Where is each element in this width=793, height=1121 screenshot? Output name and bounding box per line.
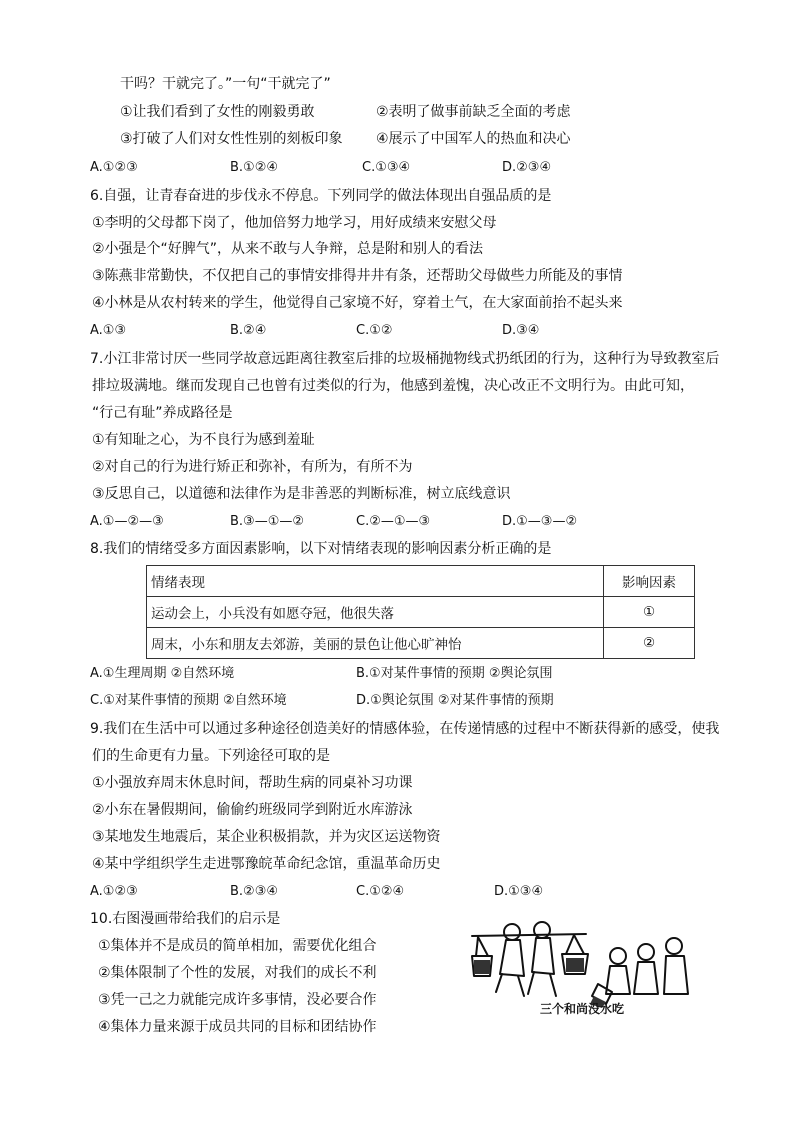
- q5-statement-2: ②表明了做事前缺乏全面的考虑: [376, 104, 571, 120]
- q7-statement-2: ②对自己的行为进行矫正和弥补，有所为，有所不为: [92, 459, 413, 475]
- q10-statement-4: ④集体力量来源于成员共同的目标和团结协作: [98, 1019, 377, 1035]
- q10-stem: 10.右图漫画带给我们的启示是: [90, 911, 281, 927]
- table-header-emotion: 情绪表现: [147, 566, 604, 597]
- emotion-factor-table: [146, 565, 695, 659]
- q6-statement-4: ④小林是从农村转来的学生，他觉得自己家境不好，穿着土气，在大家面前抬不起头来: [92, 295, 623, 311]
- q5-option-b: B.①②④: [230, 160, 279, 175]
- q10-statement-1: ①集体并不是成员的简单相加，需要优化组合: [98, 938, 377, 954]
- q9-stem-line-1: 9.我们在生活中可以通过多种途径创造美好的情感体验，在传递情感的过程中不断获得新的感受，使我: [90, 721, 720, 737]
- q5-statement-1: ①让我们看到了女性的刚毅勇敢: [120, 104, 315, 120]
- q7-option-c: C.②—①—③: [356, 514, 431, 529]
- q7-stem-line-1: 7.小江非常讨厌一些同学故意远距离往教室后排的垃圾桶抛物线式扔纸团的行为，这种行为导致教室后: [90, 351, 720, 367]
- q6-statement-2: ②小强是个“好脾气”，从来不敢与人争辩，总是附和别人的看法: [92, 241, 484, 257]
- q9-option-c: C.①②④: [356, 884, 405, 899]
- q5-option-c: C.①③④: [362, 160, 411, 175]
- q5-option-a: A.①②③: [90, 160, 138, 175]
- q5-option-d: D.②③④: [502, 160, 552, 175]
- q6-option-b: B.②④: [230, 323, 267, 338]
- table-cell-emotion: 周末，小东和朋友去郊游，美丽的景色让他心旷神怡: [147, 628, 604, 659]
- q7-option-b: B.③—①—②: [230, 514, 305, 529]
- q8-option-b: B.①对某件事情的预期 ②舆论氛围: [356, 666, 553, 681]
- q9-stem-line-2: 们的生命更有力量。下列途径可取的是: [92, 748, 330, 764]
- q9-statement-3: ③某地发生地震后，某企业积极捐款，并为灾区运送物资: [92, 829, 441, 845]
- table-cell-factor: ②: [604, 628, 695, 659]
- table-row: [147, 597, 695, 628]
- q10-statement-2: ②集体限制了个性的发展，对我们的成长不利: [98, 965, 377, 981]
- q6-statement-1: ①李明的父母都下岗了，他加倍努力地学习，用好成绩来安慰父母: [92, 215, 497, 231]
- q6-option-c: C.①②: [356, 323, 393, 338]
- q6-stem: 6.自强，让青春奋进的步伐永不停息。下列同学的做法体现出自强品质的是: [90, 188, 552, 204]
- q7-stem-line-3: “行己有耻”养成路径是: [92, 405, 233, 421]
- q7-option-d: D.①—③—②: [502, 514, 578, 529]
- q7-statement-3: ③反思自己，以道德和法律作为是非善恶的判断标准，树立底线意识: [92, 486, 511, 502]
- q6-statement-3: ③陈燕非常勤快，不仅把自己的事情安排得井井有条，还帮助父母做些力所能及的事情: [92, 268, 623, 284]
- cartoon-caption: 三个和尚没水吃: [540, 1002, 625, 1016]
- table-header-row: [147, 566, 695, 597]
- q10-statement-3: ③凭一己之力就能完成许多事情，没必要合作: [98, 992, 377, 1008]
- q7-option-a: A.①—②—③: [90, 514, 164, 529]
- table-cell-emotion: 运动会上，小兵没有如愿夺冠，他很失落: [147, 597, 604, 628]
- q9-option-a: A.①②③: [90, 884, 138, 899]
- q7-statement-1: ①有知耻之心，为不良行为感到羞耻: [92, 432, 315, 448]
- q8-option-a: A.①生理周期 ②自然环境: [90, 666, 235, 681]
- q6-option-d: D.③④: [502, 323, 540, 338]
- table-row: [147, 628, 695, 659]
- q8-option-d: D.①舆论氛围 ②对某件事情的预期: [356, 693, 554, 708]
- q5-stem-continuation: 干吗？干就完了。”一句“干就完了”: [120, 76, 331, 92]
- q8-option-c: C.①对某件事情的预期 ②自然环境: [90, 693, 287, 708]
- q5-statement-3: ③打破了人们对女性性别的刻板印象: [120, 131, 343, 147]
- q6-option-a: A.①③: [90, 323, 127, 338]
- q8-stem: 8.我们的情绪受多方面因素影响，以下对情绪表现的影响因素分析正确的是: [90, 541, 552, 557]
- table-cell-factor: ①: [604, 597, 695, 628]
- q9-option-b: B.②③④: [230, 884, 279, 899]
- table-header-factor: 影响因素: [604, 566, 695, 597]
- q9-statement-1: ①小强放弃周末休息时间，帮助生病的同桌补习功课: [92, 775, 413, 791]
- q5-statement-4: ④展示了中国军人的热血和决心: [376, 131, 571, 147]
- q7-stem-line-2: 排垃圾满地。继而发现自己也曾有过类似的行为，他感到羞愧，决心改正不文明行为。由此可知，: [92, 378, 694, 394]
- q9-statement-2: ②小东在暑假期间，偷偷约班级同学到附近水库游泳: [92, 802, 413, 818]
- q9-option-d: D.①③④: [494, 884, 544, 899]
- q9-statement-4: ④某中学组织学生走进鄂豫皖革命纪念馆，重温革命历史: [92, 856, 441, 872]
